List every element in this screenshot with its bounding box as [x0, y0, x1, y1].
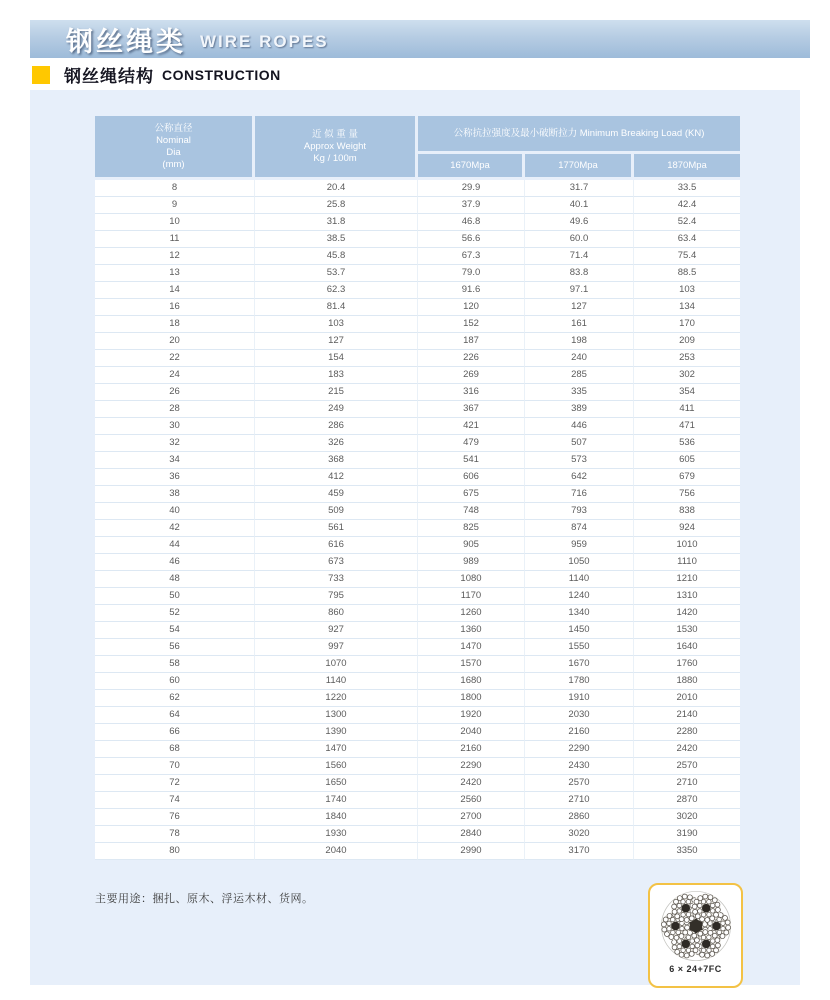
- table-row: 52 860 1260 1340 1420: [95, 605, 740, 622]
- table-row: 78 1930 2840 3020 3190: [95, 826, 740, 843]
- main-uses-note: 主要用途：捆扎、原木、浮运木材、货网。: [95, 893, 314, 905]
- col-header-1770mpa: 1770Mpa: [525, 154, 634, 180]
- table-row: 62 1220 1800 1910 2010: [95, 690, 740, 707]
- table-row: 38 459 675 716 756: [95, 486, 740, 503]
- page-title-zh: 钢丝绳类: [66, 26, 186, 57]
- table-row: 18 103 152 161 170: [95, 316, 740, 333]
- table-row: 48 733 1080 1140 1210: [95, 571, 740, 588]
- table-row: 54 927 1360 1450 1530: [95, 622, 740, 639]
- table-row: 9 25.8 37.9 40.1 42.4: [95, 197, 740, 214]
- table-row: 58 1070 1570 1670 1760: [95, 656, 740, 673]
- section-title-en: CONSTRUCTION: [162, 66, 281, 83]
- section-heading: [32, 62, 281, 87]
- table-row: 30 286 421 446 471: [95, 418, 740, 435]
- table-row: 64 1300 1920 2030 2140: [95, 707, 740, 724]
- table-row: 12 45.8 67.3 71.4 75.4: [95, 248, 740, 265]
- table-row: 34 368 541 573 605: [95, 452, 740, 469]
- table-row: 46 673 989 1050 1110: [95, 554, 740, 571]
- table-row: 11 38.5 56.6 60.0 63.4: [95, 231, 740, 248]
- table-row: 10 31.8 46.8 49.6 52.4: [95, 214, 740, 231]
- table-body: [95, 180, 740, 860]
- page-title-band: [30, 20, 810, 58]
- table-row: 24 183 269 285 302: [95, 367, 740, 384]
- table-row: 42 561 825 874 924: [95, 520, 740, 537]
- table-row: 56 997 1470 1550 1640: [95, 639, 740, 656]
- table-row: 80 2040 2990 3170 3350: [95, 843, 740, 860]
- table-row: 50 795 1170 1240 1310: [95, 588, 740, 605]
- col-header-min-breaking-load: 公称抗拉强度及最小破断拉力 Minimum Breaking Load (KN): [418, 116, 740, 154]
- table-row: 60 1140 1680 1780 1880: [95, 673, 740, 690]
- content-panel: [30, 90, 800, 985]
- wire-rope-spec-table: [95, 116, 740, 860]
- col-header-nominal-dia: 公称直径 Nominal Dia (mm): [95, 116, 255, 180]
- table-row: 16 81.4 120 127 134: [95, 299, 740, 316]
- col-header-approx-weight: 近 似 重 量 Approx Weight Kg / 100m: [255, 116, 418, 180]
- table-row: 22 154 226 240 253: [95, 350, 740, 367]
- table-row: 72 1650 2420 2570 2710: [95, 775, 740, 792]
- table-row: 70 1560 2290 2430 2570: [95, 758, 740, 775]
- wire-rope-cross-section-icon: [660, 890, 732, 962]
- table-row: 40 509 748 793 838: [95, 503, 740, 520]
- table-row: 8 20.4 29.9 31.7 33.5: [95, 180, 740, 197]
- table-row: 66 1390 2040 2160 2280: [95, 724, 740, 741]
- table-row: 76 1840 2700 2860 3020: [95, 809, 740, 826]
- rope-construction-diagram: [648, 883, 743, 988]
- table-row: 13 53.7 79.0 83.8 88.5: [95, 265, 740, 282]
- rope-construction-label: 6 × 24+7FC: [669, 964, 722, 974]
- col-header-1870mpa: 1870Mpa: [634, 154, 740, 180]
- table-row: 20 127 187 198 209: [95, 333, 740, 350]
- table-row: 74 1740 2560 2710 2870: [95, 792, 740, 809]
- yellow-square-bullet-icon: [32, 66, 50, 84]
- col-header-1670mpa: 1670Mpa: [418, 154, 525, 180]
- page-title-en: WIRE ROPES: [200, 32, 329, 51]
- table-row: 28 249 367 389 411: [95, 401, 740, 418]
- table-row: 26 215 316 335 354: [95, 384, 740, 401]
- table-row: 44 616 905 959 1010: [95, 537, 740, 554]
- table-row: 32 326 479 507 536: [95, 435, 740, 452]
- table-row: 14 62.3 91.6 97.1 103: [95, 282, 740, 299]
- table-row: 36 412 606 642 679: [95, 469, 740, 486]
- table-row: 68 1470 2160 2290 2420: [95, 741, 740, 758]
- section-title-zh: 钢丝绳结构: [64, 67, 154, 86]
